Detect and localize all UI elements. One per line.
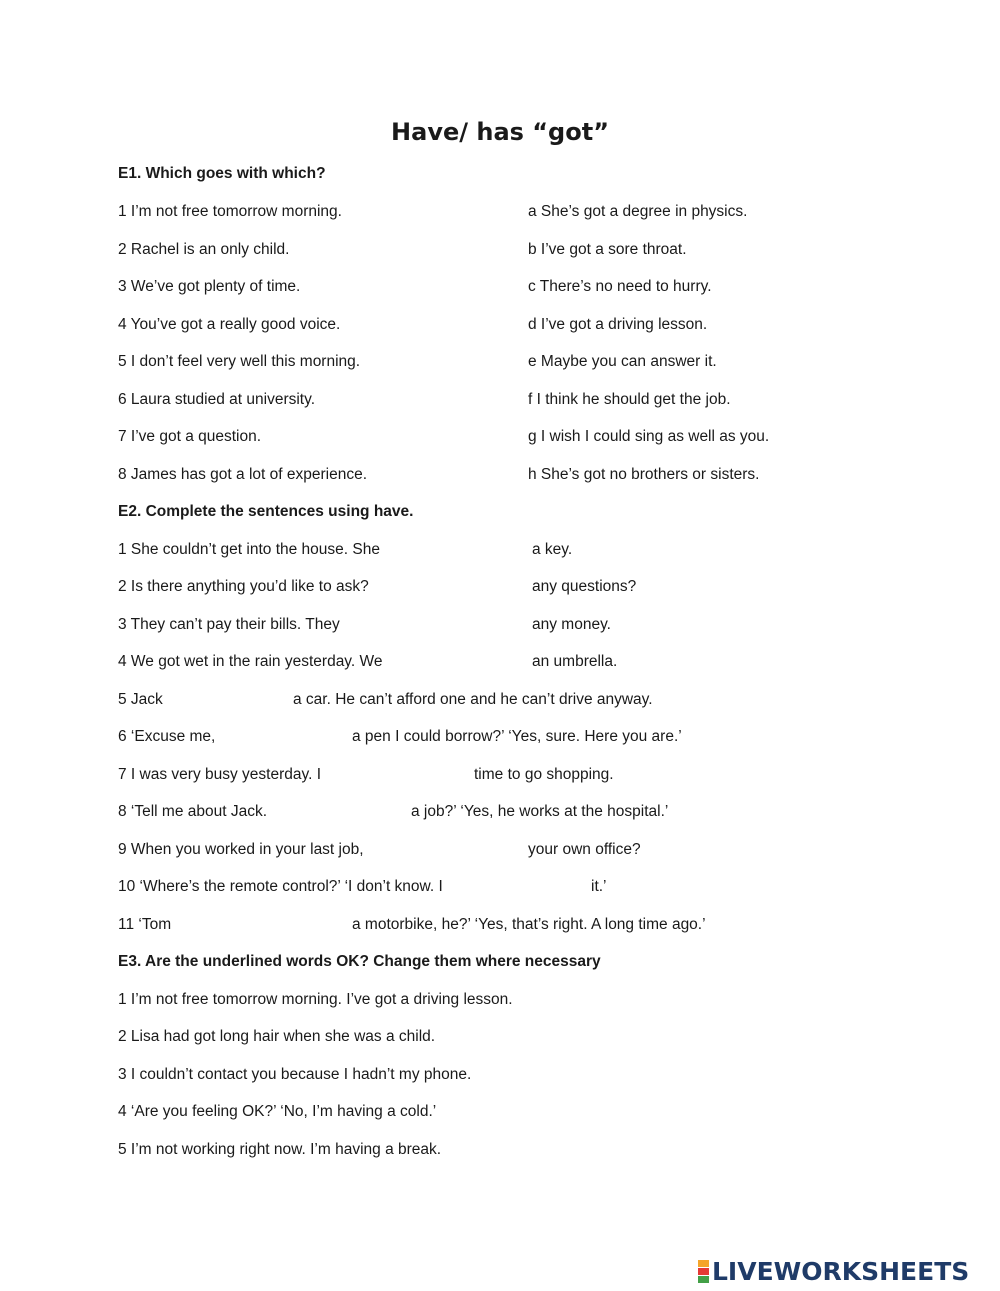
e2-sentence-end: time to go shopping. <box>474 766 614 783</box>
e2-sentence-end: your own office? <box>528 841 641 858</box>
e2-sentence-start: 8 ‘Tell me about Jack. <box>118 803 268 820</box>
e1-right-item: b I’ve got a sore throat. <box>528 241 687 258</box>
e2-sentence-end: a job?’ ‘Yes, he works at the hospital.’ <box>411 803 669 820</box>
e3-item: 1 I’m not free tomorrow morning. I’ve got a driving lesson. <box>118 991 513 1008</box>
e2-sentence-start: 7 I was very busy yesterday. I <box>118 766 322 783</box>
e2-sentence-start: 4 We got wet in the rain yesterday. We <box>118 653 383 670</box>
logo-block <box>698 1276 709 1283</box>
e2-sentence-start: 6 ‘Excuse me, <box>118 728 216 745</box>
e1-right-item: h She’s got no brothers or sisters. <box>528 466 760 483</box>
e1-right-item: a She’s got a degree in physics. <box>528 203 748 220</box>
e3-heading: E3. Are the underlined words OK? Change them where necessary <box>118 953 601 970</box>
e3-item: 5 I’m not working right now. I’m having a break. <box>118 1141 442 1158</box>
logo-text: LIVEWORKSHEETS <box>712 1256 970 1286</box>
e1-right-item: d I’ve got a driving lesson. <box>528 316 708 333</box>
e2-sentence-start: 10 ‘Where’s the remote control?’ ‘I don’t know. I <box>118 878 443 895</box>
e2-sentence-start: 11 ‘Tom <box>118 916 172 933</box>
e1-left-item: 3 We’ve got plenty of time. <box>118 278 301 295</box>
liveworksheets-logo[interactable] <box>698 1257 969 1285</box>
e1-left-item: 1 I’m not free tomorrow morning. <box>118 203 342 220</box>
e2-sentence-end: any questions? <box>532 578 637 595</box>
e2-sentence-start: 5 Jack <box>118 691 163 708</box>
logo-block <box>698 1268 709 1275</box>
e2-sentence-start: 2 Is there anything you’d like to ask? <box>118 578 369 595</box>
e2-sentence-end: a key. <box>532 541 573 558</box>
e1-left-item: 2 Rachel is an only child. <box>118 241 290 258</box>
e2-sentence-end: an umbrella. <box>532 653 618 670</box>
e2-sentence-end: it.’ <box>591 878 607 895</box>
e2-sentence-end: a motorbike, he?’ ‘Yes, that’s right. A long time ago.’ <box>352 916 706 933</box>
e2-sentence-end: a pen I could borrow?’ ‘Yes, sure. Here you are.’ <box>352 728 682 745</box>
e2-heading: E2. Complete the sentences using have. <box>118 503 414 520</box>
e2-sentence-start: 9 When you worked in your last job, <box>118 841 364 858</box>
e1-right-item: e Maybe you can answer it. <box>528 353 717 370</box>
e1-left-item: 7 I’ve got a question. <box>118 428 262 445</box>
e2-sentence-start: 1 She couldn’t get into the house. She <box>118 541 380 558</box>
e1-left-item: 8 James has got a lot of experience. <box>118 466 368 483</box>
e1-left-item: 6 Laura studied at university. <box>118 391 316 408</box>
e1-right-item: f I think he should get the job. <box>528 391 731 408</box>
e2-sentence-end: a car. He can’t afford one and he can’t drive anyway. <box>293 691 653 708</box>
e2-sentence-start: 3 They can’t pay their bills. They <box>118 616 340 633</box>
e1-left-item: 5 I don’t feel very well this morning. <box>118 353 361 370</box>
e3-item: 4 ‘Are you feeling OK?’ ‘No, I’m having a cold.’ <box>118 1103 437 1120</box>
e1-heading: E1. Which goes with which? <box>118 165 326 182</box>
e3-item: 2 Lisa had got long hair when she was a child. <box>118 1028 436 1045</box>
e2-sentence-end: any money. <box>532 616 611 633</box>
worksheet-title: Have/ has “got” <box>391 118 609 146</box>
e1-right-item: g I wish I could sing as well as you. <box>528 428 770 445</box>
e1-right-item: c There’s no need to hurry. <box>528 278 712 295</box>
e3-item: 3 I couldn’t contact you because I hadn’t my phone. <box>118 1066 472 1083</box>
logo-blocks-icon <box>698 1260 709 1283</box>
e1-left-item: 4 You’ve got a really good voice. <box>118 316 341 333</box>
logo-block <box>698 1260 709 1267</box>
